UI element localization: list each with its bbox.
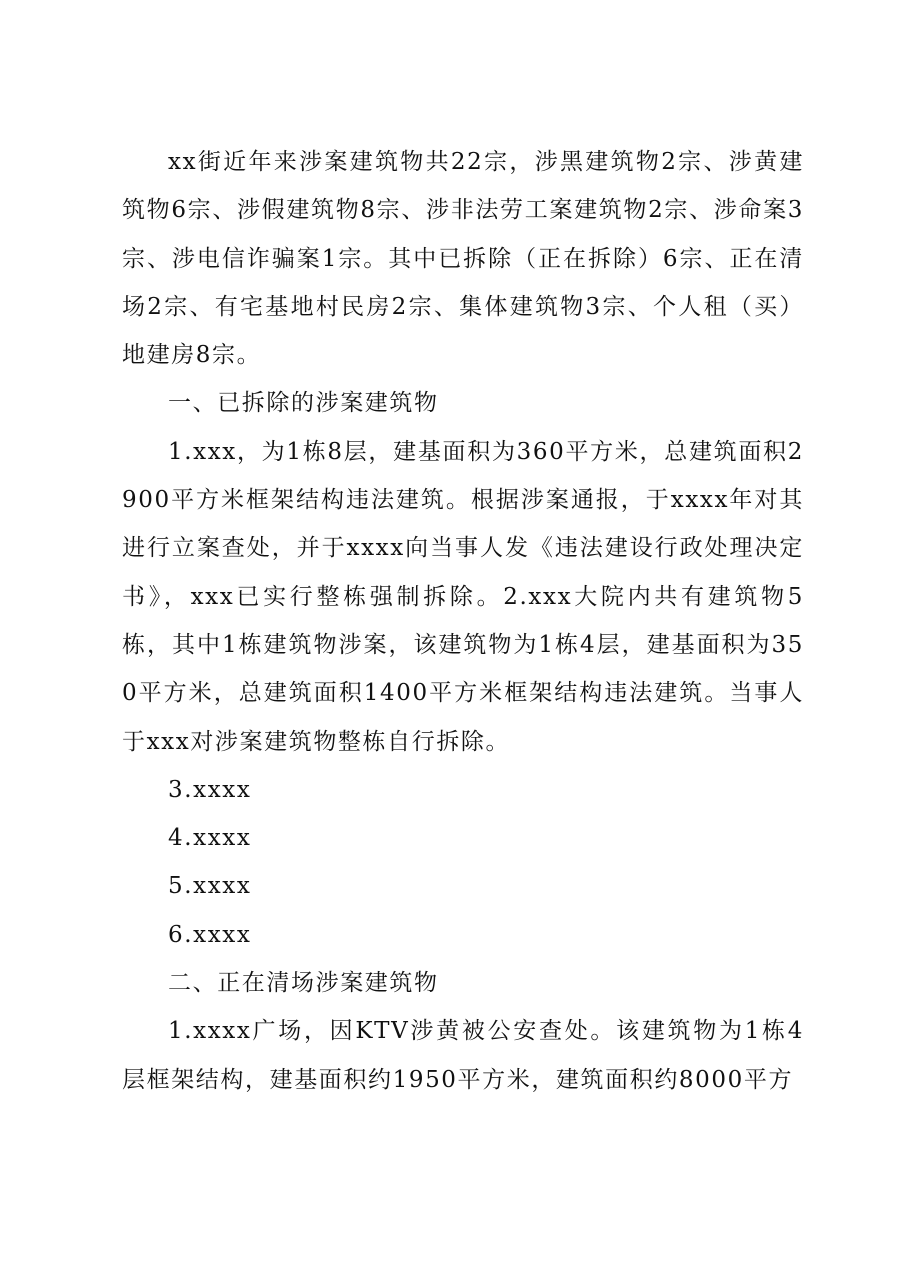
list-item-5: 5.xxxx — [168, 873, 252, 900]
paragraph-summary: xx街近年来涉案建筑物共22宗，涉黑建筑物2宗、涉黄建筑物6宗、涉假建筑物8宗、涉非法劳工案建筑物2宗、涉命案3宗、涉电信诈骗案1宗。其中已拆除（正在拆除）6宗、正在清场2宗、有宅基地村民房2宗、集体建筑物3宗、个人租（买）地建房8宗。 — [122, 149, 804, 369]
paragraph-demolished-details: 1.xxx，为1栋8层，建基面积为360平方米，总建筑面积2900平方米框架结构违法建筑。根据涉案通报，于xxxx年对其进行立案查处，并于xxxx向当事人发《违法建设行政处理决定书》，xxx已实行整栋强制拆除。2.xxx大院内共有建筑物5栋，其中1栋建筑物涉案，该建筑物为1栋4层，建基面积为350平方米，总建筑面积1400平方米框架结构违法建筑。当事人于xxx对涉案建筑物整栋自行拆除。 — [122, 438, 804, 755]
section-heading-clearing: 二、正在清场涉案建筑物 — [168, 970, 439, 997]
list-item-6: 6.xxxx — [168, 921, 252, 948]
list-item-3: 3.xxxx — [168, 776, 252, 803]
document-body — [122, 138, 804, 1104]
paragraph-clearing-details: 1.xxxx广场，因KTV涉黄被公安查处。该建筑物为1栋4层框架结构，建基面积约1950平方米，建筑面积约8000平方 — [122, 1018, 804, 1093]
list-item-4: 4.xxxx — [168, 825, 252, 852]
section-heading-demolished: 一、已拆除的涉案建筑物 — [168, 390, 439, 417]
